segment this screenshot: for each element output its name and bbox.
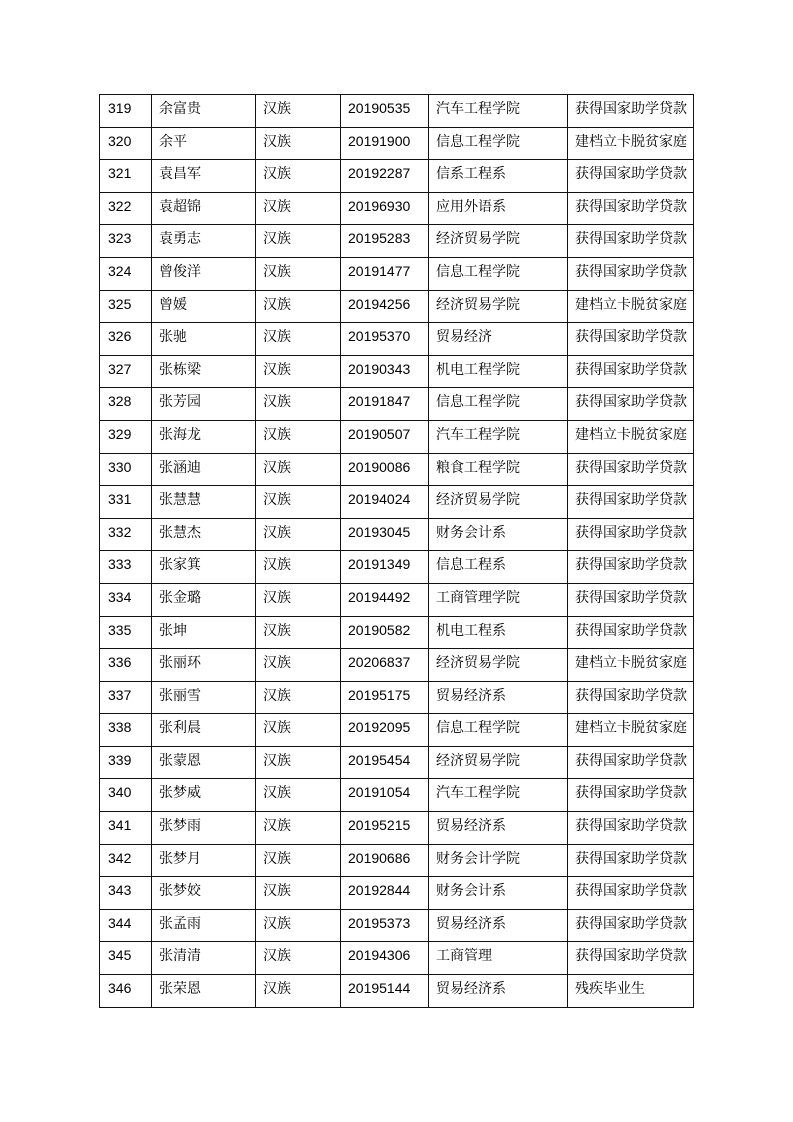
table-row <box>100 257 694 290</box>
cell-index: 342 <box>100 844 152 877</box>
cell-status: 获得国家助学贷款 <box>568 518 694 551</box>
cell-student-id: 20195144 <box>341 975 429 1008</box>
cell-ethnicity: 汉族 <box>256 486 341 519</box>
cell-department: 经济贸易学院 <box>429 746 568 779</box>
cell-name: 曾媛 <box>152 290 256 323</box>
cell-name: 张荣恩 <box>152 975 256 1008</box>
cell-name: 余平 <box>152 127 256 160</box>
cell-department: 应用外语系 <box>429 192 568 225</box>
cell-ethnicity: 汉族 <box>256 779 341 812</box>
cell-ethnicity: 汉族 <box>256 616 341 649</box>
cell-department: 贸易经济系 <box>429 975 568 1008</box>
cell-department: 贸易经济系 <box>429 909 568 942</box>
cell-student-id: 20195175 <box>341 681 429 714</box>
table-row <box>100 714 694 747</box>
cell-index: 329 <box>100 420 152 453</box>
cell-ethnicity: 汉族 <box>256 453 341 486</box>
table-row <box>100 192 694 225</box>
cell-status: 获得国家助学贷款 <box>568 95 694 128</box>
cell-department: 机电工程系 <box>429 616 568 649</box>
cell-name: 袁昌军 <box>152 160 256 193</box>
cell-status: 建档立卡脱贫家庭 <box>568 649 694 682</box>
cell-student-id: 20193045 <box>341 518 429 551</box>
cell-ethnicity: 汉族 <box>256 877 341 910</box>
cell-ethnicity: 汉族 <box>256 746 341 779</box>
cell-name: 张梦雨 <box>152 812 256 845</box>
table-row <box>100 420 694 453</box>
cell-student-id: 20191477 <box>341 257 429 290</box>
cell-ethnicity: 汉族 <box>256 323 341 356</box>
cell-name: 张坤 <box>152 616 256 649</box>
cell-index: 340 <box>100 779 152 812</box>
cell-index: 334 <box>100 583 152 616</box>
cell-ethnicity: 汉族 <box>256 290 341 323</box>
table-row <box>100 518 694 551</box>
cell-name: 张丽环 <box>152 649 256 682</box>
table-row <box>100 844 694 877</box>
cell-name: 张芳园 <box>152 388 256 421</box>
cell-department: 信息工程学院 <box>429 388 568 421</box>
cell-status: 获得国家助学贷款 <box>568 681 694 714</box>
cell-ethnicity: 汉族 <box>256 649 341 682</box>
cell-status: 建档立卡脱贫家庭 <box>568 420 694 453</box>
cell-student-id: 20206837 <box>341 649 429 682</box>
cell-department: 汽车工程学院 <box>429 420 568 453</box>
cell-index: 327 <box>100 355 152 388</box>
cell-index: 325 <box>100 290 152 323</box>
cell-ethnicity: 汉族 <box>256 160 341 193</box>
cell-name: 袁勇志 <box>152 225 256 258</box>
cell-name: 张栋梁 <box>152 355 256 388</box>
table-row <box>100 225 694 258</box>
cell-status: 建档立卡脱贫家庭 <box>568 127 694 160</box>
cell-status: 获得国家助学贷款 <box>568 779 694 812</box>
cell-department: 信息工程系 <box>429 551 568 584</box>
cell-name: 张蒙恩 <box>152 746 256 779</box>
cell-department: 信息工程学院 <box>429 127 568 160</box>
cell-status: 获得国家助学贷款 <box>568 812 694 845</box>
cell-student-id: 20191054 <box>341 779 429 812</box>
table-row <box>100 290 694 323</box>
table-row <box>100 355 694 388</box>
cell-name: 张清清 <box>152 942 256 975</box>
cell-department: 工商管理学院 <box>429 583 568 616</box>
cell-status: 获得国家助学贷款 <box>568 583 694 616</box>
cell-name: 余富贵 <box>152 95 256 128</box>
table-row <box>100 95 694 128</box>
table-row <box>100 388 694 421</box>
cell-student-id: 20190343 <box>341 355 429 388</box>
cell-index: 323 <box>100 225 152 258</box>
cell-department: 信系工程系 <box>429 160 568 193</box>
cell-student-id: 20192095 <box>341 714 429 747</box>
cell-index: 332 <box>100 518 152 551</box>
cell-status: 获得国家助学贷款 <box>568 486 694 519</box>
cell-name: 张丽雪 <box>152 681 256 714</box>
cell-status: 获得国家助学贷款 <box>568 323 694 356</box>
cell-ethnicity: 汉族 <box>256 225 341 258</box>
table-row <box>100 877 694 910</box>
table-row <box>100 779 694 812</box>
cell-student-id: 20190535 <box>341 95 429 128</box>
table-row <box>100 812 694 845</box>
cell-student-id: 20194024 <box>341 486 429 519</box>
cell-department: 经济贸易学院 <box>429 225 568 258</box>
cell-ethnicity: 汉族 <box>256 551 341 584</box>
cell-student-id: 20194306 <box>341 942 429 975</box>
cell-ethnicity: 汉族 <box>256 844 341 877</box>
cell-status: 获得国家助学贷款 <box>568 225 694 258</box>
cell-status: 残疾毕业生 <box>568 975 694 1008</box>
cell-index: 336 <box>100 649 152 682</box>
cell-student-id: 20191349 <box>341 551 429 584</box>
cell-student-id: 20190582 <box>341 616 429 649</box>
cell-department: 贸易经济系 <box>429 812 568 845</box>
table-row <box>100 583 694 616</box>
cell-index: 330 <box>100 453 152 486</box>
cell-name: 张慧杰 <box>152 518 256 551</box>
cell-index: 322 <box>100 192 152 225</box>
cell-department: 财务会计系 <box>429 518 568 551</box>
cell-name: 张驰 <box>152 323 256 356</box>
cell-student-id: 20190507 <box>341 420 429 453</box>
cell-name: 张梦姣 <box>152 877 256 910</box>
cell-student-id: 20192844 <box>341 877 429 910</box>
cell-department: 经济贸易学院 <box>429 290 568 323</box>
cell-department: 贸易经济 <box>429 323 568 356</box>
cell-status: 获得国家助学贷款 <box>568 746 694 779</box>
cell-name: 袁超锦 <box>152 192 256 225</box>
cell-index: 321 <box>100 160 152 193</box>
cell-name: 张涵迪 <box>152 453 256 486</box>
cell-name: 张孟雨 <box>152 909 256 942</box>
cell-student-id: 20190086 <box>341 453 429 486</box>
cell-name: 张金璐 <box>152 583 256 616</box>
cell-student-id: 20190686 <box>341 844 429 877</box>
cell-ethnicity: 汉族 <box>256 909 341 942</box>
cell-student-id: 20191900 <box>341 127 429 160</box>
cell-department: 经济贸易学院 <box>429 486 568 519</box>
cell-status: 获得国家助学贷款 <box>568 844 694 877</box>
table-row <box>100 746 694 779</box>
cell-ethnicity: 汉族 <box>256 420 341 453</box>
cell-department: 机电工程学院 <box>429 355 568 388</box>
cell-ethnicity: 汉族 <box>256 975 341 1008</box>
cell-department: 经济贸易学院 <box>429 649 568 682</box>
cell-index: 326 <box>100 323 152 356</box>
cell-status: 获得国家助学贷款 <box>568 355 694 388</box>
cell-name: 张梦威 <box>152 779 256 812</box>
cell-ethnicity: 汉族 <box>256 95 341 128</box>
cell-index: 328 <box>100 388 152 421</box>
table-row <box>100 942 694 975</box>
cell-status: 获得国家助学贷款 <box>568 942 694 975</box>
cell-index: 319 <box>100 95 152 128</box>
table-body <box>100 95 694 1008</box>
table-row <box>100 127 694 160</box>
cell-index: 341 <box>100 812 152 845</box>
cell-student-id: 20195373 <box>341 909 429 942</box>
cell-student-id: 20191847 <box>341 388 429 421</box>
table-row <box>100 551 694 584</box>
table-row <box>100 616 694 649</box>
cell-ethnicity: 汉族 <box>256 388 341 421</box>
cell-status: 获得国家助学贷款 <box>568 257 694 290</box>
cell-index: 333 <box>100 551 152 584</box>
cell-name: 张家箕 <box>152 551 256 584</box>
table-row <box>100 975 694 1008</box>
cell-status: 获得国家助学贷款 <box>568 160 694 193</box>
cell-student-id: 20192287 <box>341 160 429 193</box>
cell-student-id: 20195370 <box>341 323 429 356</box>
cell-ethnicity: 汉族 <box>256 257 341 290</box>
cell-status: 获得国家助学贷款 <box>568 388 694 421</box>
cell-index: 343 <box>100 877 152 910</box>
cell-name: 张梦月 <box>152 844 256 877</box>
table-row <box>100 649 694 682</box>
cell-index: 335 <box>100 616 152 649</box>
cell-index: 339 <box>100 746 152 779</box>
cell-student-id: 20194492 <box>341 583 429 616</box>
cell-student-id: 20195454 <box>341 746 429 779</box>
cell-ethnicity: 汉族 <box>256 583 341 616</box>
cell-department: 汽车工程学院 <box>429 95 568 128</box>
cell-index: 337 <box>100 681 152 714</box>
cell-name: 曾俊洋 <box>152 257 256 290</box>
cell-ethnicity: 汉族 <box>256 518 341 551</box>
cell-ethnicity: 汉族 <box>256 355 341 388</box>
table-row <box>100 909 694 942</box>
cell-status: 获得国家助学贷款 <box>568 616 694 649</box>
cell-student-id: 20195283 <box>341 225 429 258</box>
cell-ethnicity: 汉族 <box>256 942 341 975</box>
cell-department: 财务会计学院 <box>429 844 568 877</box>
cell-status: 建档立卡脱贫家庭 <box>568 714 694 747</box>
cell-ethnicity: 汉族 <box>256 192 341 225</box>
cell-status: 获得国家助学贷款 <box>568 877 694 910</box>
cell-department: 信息工程学院 <box>429 257 568 290</box>
cell-status: 获得国家助学贷款 <box>568 192 694 225</box>
cell-index: 346 <box>100 975 152 1008</box>
cell-department: 汽车工程学院 <box>429 779 568 812</box>
cell-ethnicity: 汉族 <box>256 681 341 714</box>
student-aid-table <box>99 94 694 1008</box>
cell-name: 张慧慧 <box>152 486 256 519</box>
cell-department: 贸易经济系 <box>429 681 568 714</box>
cell-name: 张利晨 <box>152 714 256 747</box>
table-row <box>100 486 694 519</box>
table-row <box>100 681 694 714</box>
cell-index: 324 <box>100 257 152 290</box>
cell-student-id: 20196930 <box>341 192 429 225</box>
cell-ethnicity: 汉族 <box>256 127 341 160</box>
cell-student-id: 20194256 <box>341 290 429 323</box>
cell-status: 建档立卡脱贫家庭 <box>568 290 694 323</box>
cell-department: 信息工程学院 <box>429 714 568 747</box>
cell-status: 获得国家助学贷款 <box>568 453 694 486</box>
cell-index: 344 <box>100 909 152 942</box>
cell-index: 338 <box>100 714 152 747</box>
cell-department: 财务会计系 <box>429 877 568 910</box>
cell-department: 粮食工程学院 <box>429 453 568 486</box>
cell-index: 345 <box>100 942 152 975</box>
table-row <box>100 453 694 486</box>
table-row <box>100 323 694 356</box>
cell-ethnicity: 汉族 <box>256 714 341 747</box>
cell-index: 331 <box>100 486 152 519</box>
table-row <box>100 160 694 193</box>
cell-status: 获得国家助学贷款 <box>568 909 694 942</box>
cell-ethnicity: 汉族 <box>256 812 341 845</box>
cell-status: 获得国家助学贷款 <box>568 551 694 584</box>
cell-name: 张海龙 <box>152 420 256 453</box>
cell-index: 320 <box>100 127 152 160</box>
cell-student-id: 20195215 <box>341 812 429 845</box>
cell-department: 工商管理 <box>429 942 568 975</box>
